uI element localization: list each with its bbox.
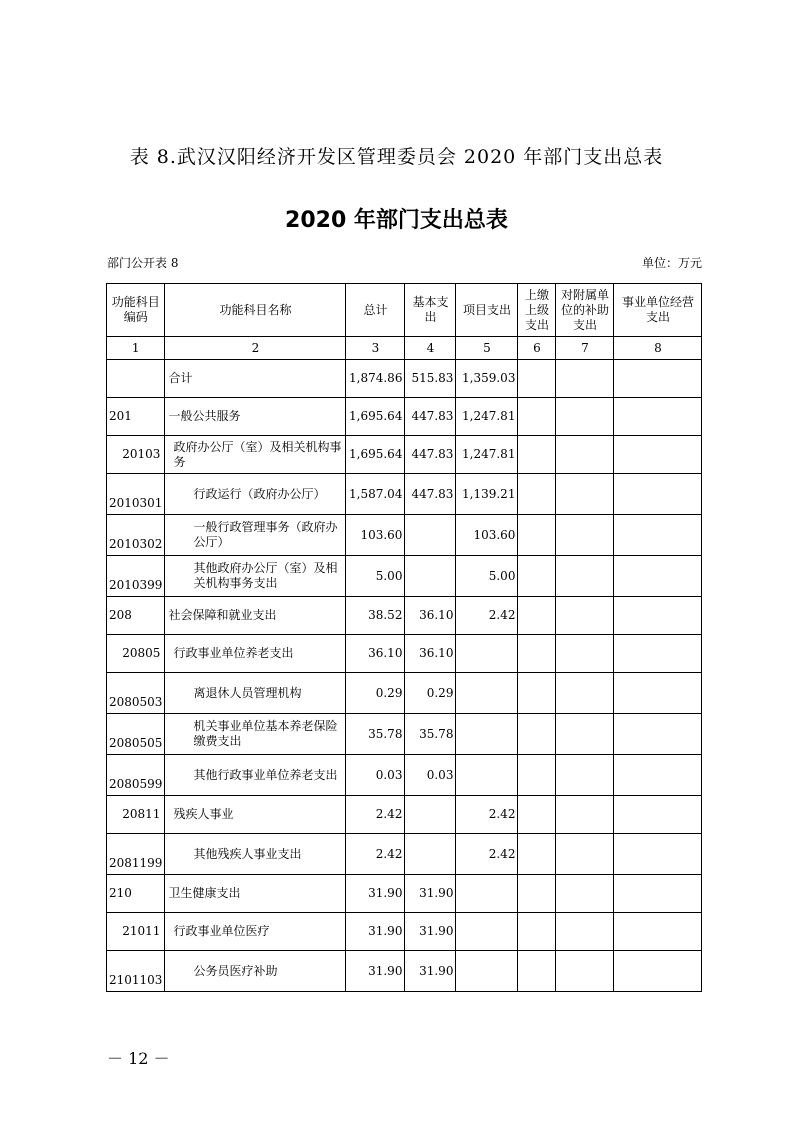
cell-total: 38.52 — [346, 597, 405, 635]
cell-business — [614, 796, 702, 834]
cell-upper — [518, 635, 556, 673]
cell-name: 残疾人事业 — [165, 796, 346, 834]
cell-subsidy — [556, 436, 614, 474]
cell-code: 2101103 — [107, 951, 165, 992]
cell-project — [456, 913, 518, 951]
table-row — [107, 951, 702, 992]
cell-basic: 447.83 — [405, 474, 456, 515]
cell-business — [614, 673, 702, 714]
cell-total: 2.42 — [346, 796, 405, 834]
cell-business — [614, 834, 702, 875]
cell-upper — [518, 875, 556, 913]
cell-project — [456, 755, 518, 796]
cell-upper — [518, 834, 556, 875]
cell-name: 公务员医疗补助 — [165, 951, 346, 992]
cell-subsidy — [556, 834, 614, 875]
cell-basic — [405, 796, 456, 834]
cell-project: 1,359.03 — [456, 360, 518, 398]
cell-total: 31.90 — [346, 875, 405, 913]
cell-total: 1,587.04 — [346, 474, 405, 515]
cell-business — [614, 474, 702, 515]
table-row — [107, 597, 702, 635]
cell-total: 0.29 — [346, 673, 405, 714]
cell-subsidy — [556, 556, 614, 597]
cell-name: 其他行政事业单位养老支出 — [165, 755, 346, 796]
cell-basic: 447.83 — [405, 398, 456, 436]
cell-business — [614, 755, 702, 796]
cell-upper — [518, 436, 556, 474]
cell-business — [614, 360, 702, 398]
cell-code: 2080599 — [107, 755, 165, 796]
cell-code: 20811 — [107, 796, 165, 834]
cell-project: 2.42 — [456, 597, 518, 635]
col-header-total: 总计 — [346, 284, 405, 337]
col-header-name: 功能科目名称 — [165, 284, 346, 337]
cell-basic — [405, 515, 456, 556]
cell-basic: 0.03 — [405, 755, 456, 796]
cell-project — [456, 875, 518, 913]
cell-name: 行政运行（政府办公厅） — [165, 474, 346, 515]
cell-name: 政府办公厅（室）及相关机构事务 — [165, 436, 346, 474]
cell-name: 离退休人员管理机构 — [165, 673, 346, 714]
col-header-business: 事业单位经营支出 — [614, 284, 702, 337]
index-cell: 2 — [165, 337, 346, 360]
cell-name: 一般行政管理事务（政府办公厅） — [165, 515, 346, 556]
cell-upper — [518, 714, 556, 755]
cell-total: 31.90 — [346, 951, 405, 992]
cell-code: 20805 — [107, 635, 165, 673]
cell-name: 一般公共服务 — [165, 398, 346, 436]
table-row — [107, 834, 702, 875]
cell-subsidy — [556, 714, 614, 755]
cell-code: 210 — [107, 875, 165, 913]
cell-code — [107, 360, 165, 398]
cell-upper — [518, 755, 556, 796]
cell-subsidy — [556, 673, 614, 714]
cell-upper — [518, 951, 556, 992]
form-label: 部门公开表 8 — [107, 256, 179, 270]
cell-business — [614, 913, 702, 951]
cell-code: 2080505 — [107, 714, 165, 755]
cell-basic: 0.29 — [405, 673, 456, 714]
cell-basic: 515.83 — [405, 360, 456, 398]
cell-total: 35.78 — [346, 714, 405, 755]
index-cell: 3 — [346, 337, 405, 360]
cell-basic: 36.10 — [405, 635, 456, 673]
table-row — [107, 360, 702, 398]
cell-name: 合计 — [165, 360, 346, 398]
cell-total: 1,874.86 — [346, 360, 405, 398]
cell-total: 31.90 — [346, 913, 405, 951]
cell-code: 208 — [107, 597, 165, 635]
index-cell: 7 — [556, 337, 614, 360]
cell-subsidy — [556, 951, 614, 992]
cell-name: 行政事业单位养老支出 — [165, 635, 346, 673]
table-row — [107, 436, 702, 474]
cell-business — [614, 635, 702, 673]
cell-name: 社会保障和就业支出 — [165, 597, 346, 635]
table-row — [107, 635, 702, 673]
document-title: 表 8.武汉汉阳经济开发区管理委员会 2020 年部门支出总表 — [129, 146, 664, 168]
cell-basic: 31.90 — [405, 951, 456, 992]
expenditure-table — [106, 283, 702, 992]
header-row — [107, 284, 702, 337]
cell-business — [614, 436, 702, 474]
cell-subsidy — [556, 755, 614, 796]
page-number: － 12 － — [107, 1049, 170, 1068]
cell-upper — [518, 796, 556, 834]
cell-code: 20103 — [107, 436, 165, 474]
table-row — [107, 875, 702, 913]
cell-name: 其他政府办公厅（室）及相关机构事务支出 — [165, 556, 346, 597]
cell-business — [614, 398, 702, 436]
cell-subsidy — [556, 398, 614, 436]
cell-project: 1,247.81 — [456, 436, 518, 474]
cell-business — [614, 714, 702, 755]
cell-project: 103.60 — [456, 515, 518, 556]
cell-basic: 31.90 — [405, 875, 456, 913]
cell-upper — [518, 913, 556, 951]
cell-code: 2010399 — [107, 556, 165, 597]
cell-project: 1,139.21 — [456, 474, 518, 515]
col-header-subsidy: 对附属单位的补助支出 — [556, 284, 614, 337]
cell-total: 1,695.64 — [346, 398, 405, 436]
index-cell: 4 — [405, 337, 456, 360]
cell-total: 1,695.64 — [346, 436, 405, 474]
index-cell: 8 — [614, 337, 702, 360]
cell-upper — [518, 597, 556, 635]
cell-total: 0.03 — [346, 755, 405, 796]
col-header-basic: 基本支出 — [405, 284, 456, 337]
index-row — [107, 337, 702, 360]
table-row — [107, 398, 702, 436]
cell-project — [456, 714, 518, 755]
cell-subsidy — [556, 635, 614, 673]
cell-upper — [518, 556, 556, 597]
cell-subsidy — [556, 875, 614, 913]
col-header-upper: 上缴上级支出 — [518, 284, 556, 337]
table-row — [107, 714, 702, 755]
cell-subsidy — [556, 913, 614, 951]
cell-basic: 31.90 — [405, 913, 456, 951]
index-cell: 5 — [456, 337, 518, 360]
cell-project: 2.42 — [456, 834, 518, 875]
col-header-project: 项目支出 — [456, 284, 518, 337]
cell-name: 卫生健康支出 — [165, 875, 346, 913]
cell-project — [456, 635, 518, 673]
cell-code: 2080503 — [107, 673, 165, 714]
cell-total: 36.10 — [346, 635, 405, 673]
cell-business — [614, 597, 702, 635]
table-title: 2020 年部门支出总表 — [285, 208, 508, 233]
cell-project: 1,247.81 — [456, 398, 518, 436]
cell-code: 21011 — [107, 913, 165, 951]
cell-basic: 35.78 — [405, 714, 456, 755]
table-row — [107, 556, 702, 597]
cell-subsidy — [556, 597, 614, 635]
cell-upper — [518, 360, 556, 398]
cell-name: 其他残疾人事业支出 — [165, 834, 346, 875]
cell-business — [614, 875, 702, 913]
unit-label: 单位：万元 — [641, 256, 702, 270]
index-cell: 1 — [107, 337, 165, 360]
index-cell: 6 — [518, 337, 556, 360]
cell-total: 5.00 — [346, 556, 405, 597]
cell-project — [456, 673, 518, 714]
cell-subsidy — [556, 515, 614, 556]
cell-basic — [405, 556, 456, 597]
table-row — [107, 474, 702, 515]
cell-total: 103.60 — [346, 515, 405, 556]
table-row — [107, 673, 702, 714]
cell-name: 机关事业单位基本养老保险缴费支出 — [165, 714, 346, 755]
cell-business — [614, 951, 702, 992]
cell-subsidy — [556, 360, 614, 398]
cell-upper — [518, 474, 556, 515]
cell-business — [614, 556, 702, 597]
cell-subsidy — [556, 796, 614, 834]
cell-business — [614, 515, 702, 556]
cell-code: 2081199 — [107, 834, 165, 875]
cell-project: 2.42 — [456, 796, 518, 834]
cell-basic — [405, 834, 456, 875]
table-row — [107, 755, 702, 796]
cell-code: 2010301 — [107, 474, 165, 515]
cell-total: 2.42 — [346, 834, 405, 875]
table-body — [107, 360, 702, 992]
cell-project: 5.00 — [456, 556, 518, 597]
cell-upper — [518, 398, 556, 436]
col-header-code: 功能科目编码 — [107, 284, 165, 337]
cell-upper — [518, 673, 556, 714]
cell-upper — [518, 515, 556, 556]
cell-name: 行政事业单位医疗 — [165, 913, 346, 951]
table-row — [107, 515, 702, 556]
cell-subsidy — [556, 474, 614, 515]
cell-basic: 447.83 — [405, 436, 456, 474]
cell-basic: 36.10 — [405, 597, 456, 635]
cell-project — [456, 951, 518, 992]
cell-code: 2010302 — [107, 515, 165, 556]
cell-code: 201 — [107, 398, 165, 436]
table-row — [107, 913, 702, 951]
table-row — [107, 796, 702, 834]
